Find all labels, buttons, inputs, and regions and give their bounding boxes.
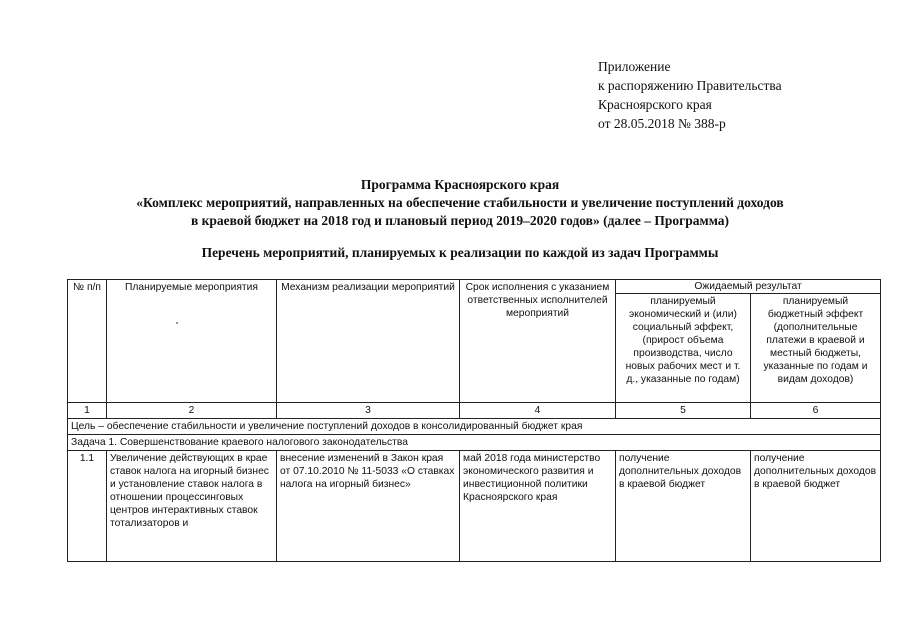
appendix-line: Красноярского края <box>598 97 712 112</box>
header-budget: планируемый бюджетный эффект (дополнительные платежи в краевой и местный бюджеты, указанные по годам и видам доходов) <box>751 294 881 403</box>
table-row <box>68 451 881 562</box>
row-measure: Увеличение действующих в крае ставок налога на игорный бизнес и установление ставок налога в отношении процессинговых центров интерактивных ставок тотализаторов и <box>107 451 277 562</box>
appendix-line: к распоряжению Правительства <box>598 78 782 93</box>
row-num: 1.1 <box>68 451 107 562</box>
document-subtitle: Перечень мероприятий, планируемых к реализации по каждой из задач Программы <box>201 245 719 260</box>
column-number: 3 <box>277 403 460 419</box>
appendix-block <box>598 57 782 133</box>
task-text: Задача 1. Совершенствование краевого налогового законодательства <box>68 435 881 451</box>
column-number: 2 <box>107 403 277 419</box>
scan-speck <box>176 322 178 324</box>
title-line: «Комплекс мероприятий, направленных на обеспечение стабильности и увеличение поступлений доходов <box>136 195 784 210</box>
title-line: Программа Красноярского края <box>360 177 560 192</box>
measures-table <box>67 279 881 562</box>
goal-text: Цель – обеспечение стабильности и увеличение поступлений доходов в консолидированный бюджет края <box>68 419 881 435</box>
header-num: № п/п <box>68 280 107 403</box>
row-economic: получение дополнительных доходов в краевой бюджет <box>616 451 751 562</box>
header-deadline: Срок исполнения с указанием ответственных исполнителей мероприятий <box>460 280 616 403</box>
header-economic: планируемый экономический и (или) социальный эффект, (прирост объема производства, число новых рабочих мест и т. д., указанные по годам) <box>616 294 751 403</box>
appendix-line: от 28.05.2018 № 388-р <box>598 116 726 131</box>
header-mechanism: Механизм реализации мероприятий <box>277 280 460 403</box>
header-measures: Планируемые мероприятия <box>107 280 277 403</box>
row-mechanism: внесение изменений в Закон края от 07.10.2010 № 11-5033 «О ставках налога на игорный бизнес» <box>277 451 460 562</box>
column-number: 4 <box>460 403 616 419</box>
column-number: 5 <box>616 403 751 419</box>
header-row <box>68 280 881 294</box>
header-expected: Ожидаемый результат <box>616 280 881 294</box>
column-numbers-row <box>68 403 881 419</box>
column-number: 1 <box>68 403 107 419</box>
title-line: в краевой бюджет на 2018 год и плановый период 2019–2020 годов» (далее – Программа) <box>190 213 730 228</box>
appendix-line: Приложение <box>598 59 671 74</box>
goal-row <box>68 419 881 435</box>
column-number: 6 <box>751 403 881 419</box>
row-budget: получение дополнительных доходов в краевой бюджет <box>751 451 881 562</box>
task-row <box>68 435 881 451</box>
document-title <box>60 176 860 230</box>
row-deadline: май 2018 года министерство экономического развития и инвестиционной политики Красноярского края <box>460 451 616 562</box>
